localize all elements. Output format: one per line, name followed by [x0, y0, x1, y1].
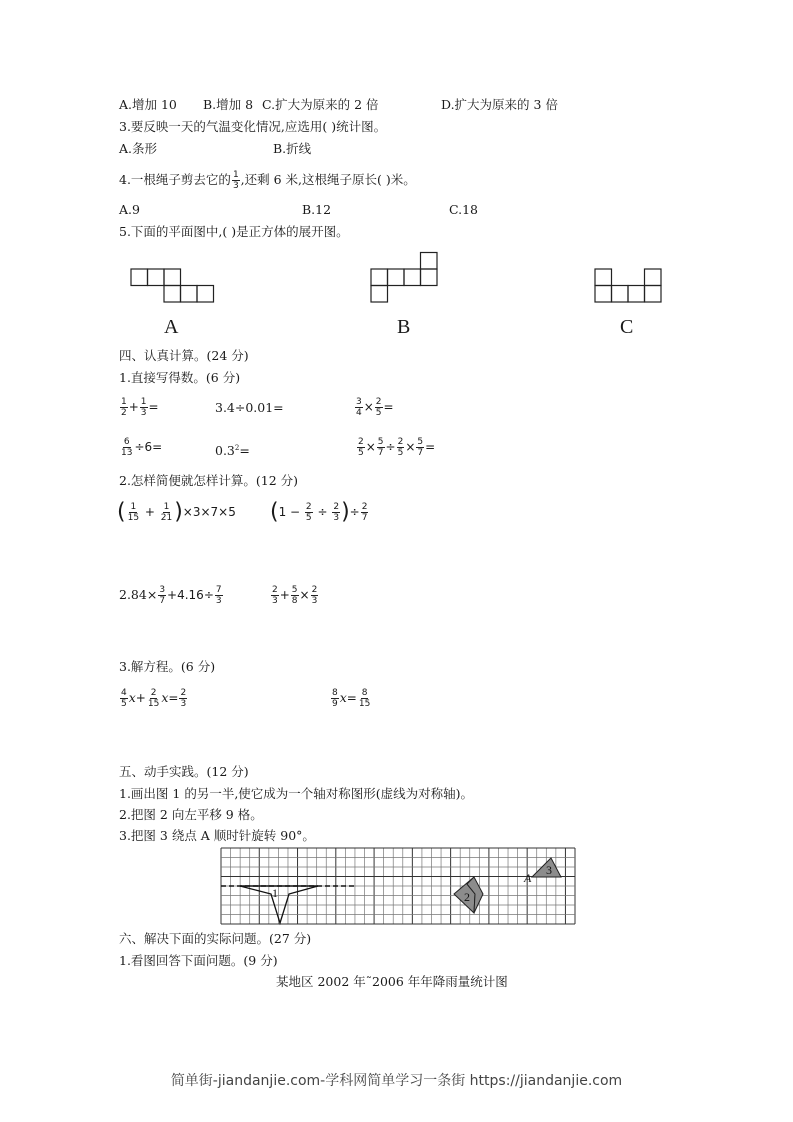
q4-2-title: 2.怎样简便就怎样计算。(12 分): [119, 473, 299, 488]
simplify-item-2: (1 − $\frac{2}{5}$ ÷ $\frac{2}{3}$ )÷ $\frac{2}{7}$: [270, 499, 368, 525]
q4-option-c: C.18: [449, 202, 478, 217]
simplify-item-4: $\frac{2}{3}$ + $\frac{5}{8}$ × $\frac{2}{3}$: [272, 585, 318, 606]
calc-item-3: $\frac{3}{4}$ × $\frac{2}{5}$ =: [356, 397, 394, 418]
net-label-b: B: [397, 316, 411, 338]
calc-item-5: $0.3^2=$: [215, 443, 250, 459]
calc-item-6: $\frac{2}{5}$ × $\frac{5}{7}$ ÷ $\frac{2}{5}$ × $\frac{5}{7}$ =: [358, 437, 436, 458]
q2-option-b: B.增加 8: [203, 97, 254, 112]
q4-1-title: 1.直接写得数。(6 分): [119, 370, 241, 385]
simplify-item-1: ( $\frac{1}{15}$ + $\frac{1}{21}$ )×3×7×5: [117, 499, 236, 525]
figure-3-label: 3: [546, 863, 552, 877]
net-label-c: C: [620, 316, 634, 338]
section4-title: 四、认真计算。(24 分): [119, 348, 249, 363]
q4-option-a: A.9: [119, 202, 140, 217]
q2-option-c: C.扩大为原来的 2 倍: [262, 97, 379, 112]
equation-2: $\frac{8}{9}$ x= $\frac{8}{15}$: [332, 688, 371, 709]
practice-item-1: 1.画出图 1 的另一半,使它成为一个轴对称图形(虚线为对称轴)。: [119, 786, 474, 801]
q3-text: 3.要反映一天的气温变化情况,应选用( )统计图。: [119, 119, 387, 134]
q6-1-title: 1.看图回答下面问题。(9 分): [119, 953, 278, 968]
calc-item-2: 3.4÷0.01=: [215, 400, 284, 415]
simplify-item-3: 2.84× $\frac{3}{7}$ +4.16÷ $\frac{7}{3}$: [119, 585, 222, 606]
q2-option-d: D.扩大为原来的 3 倍: [441, 97, 558, 112]
point-a-label: A: [524, 871, 532, 885]
footer-watermark: 简单街-jiandanjie.com-学科网简单学习一条街 https://jiandanjie.com: [170, 1073, 623, 1089]
q5-text: 5.下面的平面图中,( )是正方体的展开图。: [119, 224, 349, 239]
section6-title: 六、解决下面的实际问题。(27 分): [119, 931, 312, 946]
calc-item-1: $\frac{1}{2}$ + $\frac{1}{3}$ =: [121, 397, 159, 418]
q4-suffix: ,还剩 6 米,这根绳子原长( )米。: [240, 172, 416, 187]
calc-item-4: $\frac{6}{13}$ ÷6=: [121, 437, 163, 458]
equation-1: $\frac{4}{5}$ x+ $\frac{2}{15}$ x= $\frac{2}{3}$: [121, 688, 187, 709]
q2-option-a: A.增加 10: [119, 97, 177, 112]
figure-2-label: 2: [464, 890, 470, 904]
practice-item-2: 2.把图 2 向左平移 9 格。: [119, 807, 263, 822]
q3-option-a: A.条形: [119, 141, 158, 156]
practice-item-3: 3.把图 3 绕点 A 顺时针旋转 90°。: [119, 828, 315, 843]
q4-3-title: 3.解方程。(6 分): [119, 659, 216, 674]
q4-option-b: B.12: [302, 202, 332, 217]
section5-title: 五、动手实践。(12 分): [119, 764, 249, 779]
net-label-a: A: [164, 316, 179, 338]
q4-prefix: 4.一根绳子剪去它的: [119, 172, 231, 187]
figure-1-label: 1: [272, 886, 278, 900]
fraction: $\frac{1}{3}$: [232, 170, 239, 191]
q3-option-b: B.折线: [273, 141, 312, 156]
chart-title: 某地区 2002 年˜2006 年年降雨量统计图: [276, 974, 508, 989]
